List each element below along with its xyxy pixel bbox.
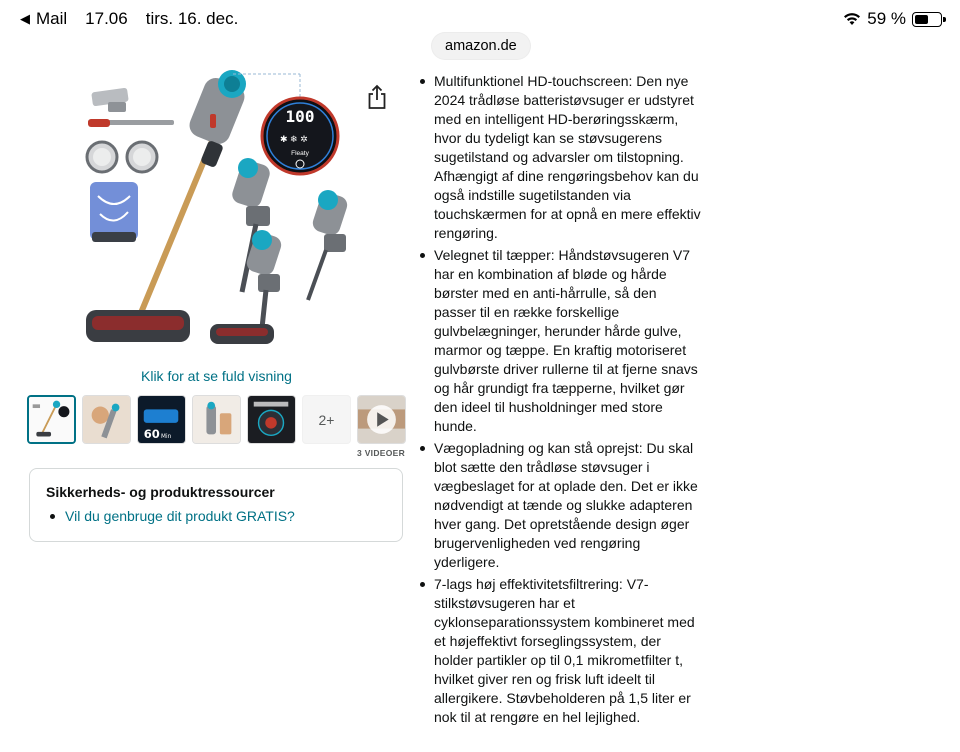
svg-text:60: 60: [143, 427, 160, 442]
feature-item: Velegnet til tæpper: Håndstøvsugeren V7 har en kombination af bløde og hårde børster med en anti-hårrulle, så den passer til en række forskellige gulvbelægninger, herunder hårde gulve, marmor og tæppe. En kraftig motoriseret gulvbørste driver rullerne til at fjerne snavs og hår grundigt fra tæpperne, hvilket gør den ideel til husholdninger med store hunde.: [412, 246, 702, 436]
safety-resources-card: [29, 468, 403, 542]
thumbnail-5[interactable]: [247, 395, 296, 444]
bullet-icon: [50, 514, 55, 519]
feature-item: Vægopladning og kan stå oprejst: Du skal blot sætte den trådløse støvsuger i vægbeslaget for at oplade den. Det er ikke nødvendigt at tænde og slukke adapteren hver gang. Det opretstående design øger brugervenligheden ved rengøring yderligere.: [412, 439, 702, 572]
video-thumbnail[interactable]: [357, 395, 406, 444]
thumbnail-2[interactable]: [82, 395, 131, 444]
thumbnail-strip: [27, 395, 406, 444]
battery-fill: [915, 15, 928, 24]
share-icon[interactable]: [366, 84, 388, 110]
thumbnail-1[interactable]: [27, 395, 76, 444]
videos-count-label[interactable]: 3 VIDEOER: [357, 448, 406, 458]
safety-title: Sikkerheds- og produktressourcer: [46, 484, 275, 500]
svg-text:100: 100: [285, 107, 315, 126]
url-pill[interactable]: amazon.de: [432, 33, 530, 59]
status-date: tirs. 16. dec.: [145, 9, 239, 28]
svg-text:Fleaty: Fleaty: [291, 150, 309, 157]
recycle-product-link[interactable]: Vil du genbruge dit produkt GRATIS?: [65, 508, 295, 524]
battery-percent: 59 %: [867, 9, 906, 28]
full-view-link[interactable]: Klik for at se fuld visning: [141, 368, 292, 384]
back-to-app-label[interactable]: Mail: [36, 9, 68, 28]
feature-list: [412, 72, 702, 730]
svg-text:✱ ❄ ✲: ✱ ❄ ✲: [280, 134, 308, 144]
safety-link-row: [46, 508, 386, 524]
status-bar-right: [843, 9, 942, 29]
svg-text:Min: Min: [161, 434, 172, 441]
scrolled-text-fade: [434, 0, 694, 15]
thumbnail-more[interactable]: 2+: [302, 395, 351, 444]
status-time: 17.06: [85, 9, 128, 28]
battery-icon: [912, 12, 942, 27]
wifi-icon: [843, 12, 861, 26]
thumbnail-3[interactable]: [137, 395, 186, 444]
back-arrow-icon[interactable]: ◀: [20, 11, 30, 26]
product-image[interactable]: [78, 62, 368, 362]
vacuum-product-illustration: [78, 62, 368, 362]
thumbnail-4[interactable]: [192, 395, 241, 444]
feature-item: Multifunktionel HD-touchscreen: Den nye 2024 trådløse batteristøvsuger er udstyret med en intelligent HD-berøringsskærm, hvor du tydeligt kan se støvsugerens sugetilstand og advarsler om tilstopning. Afhængigt af dine rengøringsbehov kan du også indstille sugetilstanden via touchskærmen for at opnå en mere effektiv rengøring.: [412, 72, 702, 243]
status-bar-left: [20, 9, 238, 29]
feature-item: 7-lags høj effektivitetsfiltrering: V7-stilkstøvsugeren har et cyklonseparationssystem kombineret med et højeffektivt forseglingssystem, der holder partikler op til 0,1 mikrometfilter t, hvilket giver ren og frisk luft ideelt til allergikere. Støvbeholderen på 1,5 liter er nok til at rengøre en hel lejlighed.: [412, 575, 702, 727]
